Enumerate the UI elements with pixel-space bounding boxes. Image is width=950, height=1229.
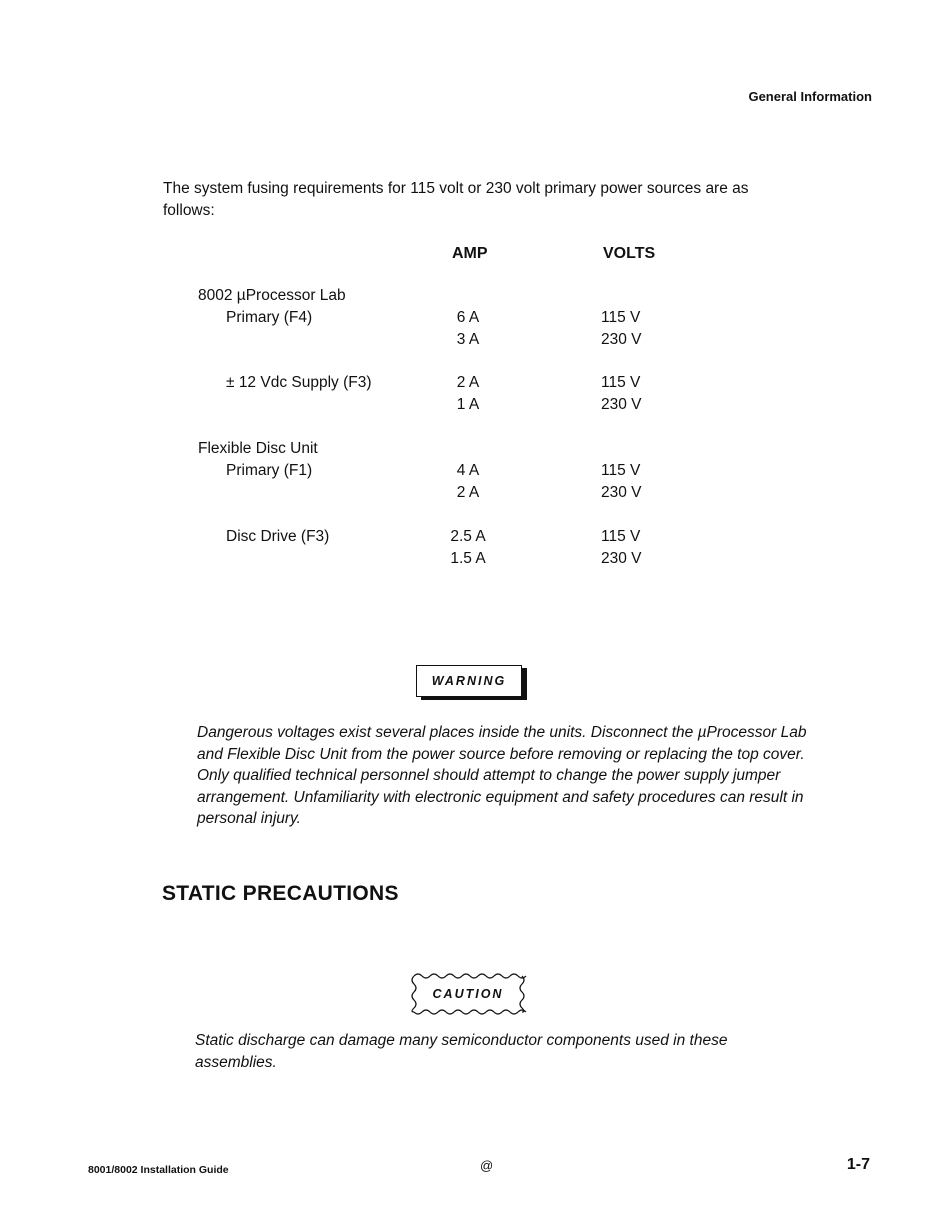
page-number: 1-7: [846, 1156, 870, 1173]
fuse-amp: 1 A: [456, 396, 480, 413]
caution-label: CAUTION: [432, 987, 504, 1001]
caution-label-box: [408, 970, 528, 1018]
fuse-volts: 230 V: [601, 396, 642, 413]
fuse-label-primary-f4: Primary (F4): [226, 309, 313, 326]
fuse-volts: 115 V: [601, 374, 641, 391]
footer-mark: @: [480, 1158, 494, 1173]
fuse-label-primary-f1: Primary (F1): [226, 462, 313, 479]
fuse-volts: 230 V: [601, 550, 642, 567]
fuse-volts: 230 V: [601, 331, 642, 348]
fuse-label-disc-drive-f3: Disc Drive (F3): [226, 528, 330, 545]
fuse-volts: 115 V: [601, 309, 641, 326]
footer-guide-title: 8001/8002 Installation Guide: [88, 1164, 229, 1176]
caution-text: Static discharge can damage many semiconductor components used in these assemblies.: [195, 1032, 728, 1071]
running-header: General Information: [748, 89, 872, 104]
fuse-volts: 115 V: [601, 528, 641, 545]
fuse-volts: 115 V: [601, 462, 641, 479]
fuse-amp: 1.5 A: [450, 550, 486, 567]
column-header-amp: AMP: [452, 245, 488, 262]
warning-label-box: WARNING: [416, 665, 522, 697]
section-heading-static-precautions: STATIC PRECAUTIONS: [162, 882, 399, 905]
column-header-volts: VOLTS: [603, 245, 656, 262]
fuse-amp: 2 A: [456, 374, 480, 391]
fuse-amp: 6 A: [456, 309, 480, 326]
fuse-volts: 230 V: [601, 484, 642, 501]
intro-paragraph: The system fusing requirements for 115 volt or 230 volt primary power sources are as follows:: [163, 180, 749, 219]
fuse-label-12vdc-f3: ± 12 Vdc Supply (F3): [226, 374, 372, 391]
warning-text: Dangerous voltages exist several places inside the units. Disconnect the µProcessor Lab and Flexible Disc Unit from the power source before removing or replacing the top cover. Only qualified technical personnel should attempt to change the power supply jumper arrangement. Unfamiliarity with electronic equipment and safety procedures can result in personal injury.: [197, 724, 807, 828]
group-title-flexible-disc-unit: Flexible Disc Unit: [198, 440, 318, 457]
fuse-amp: 2.5 A: [450, 528, 486, 545]
fuse-amp: 3 A: [456, 331, 480, 348]
fuse-amp: 4 A: [456, 462, 480, 479]
group-title-processor-lab: 8002 µProcessor Lab: [198, 287, 346, 304]
fuse-amp: 2 A: [456, 484, 480, 501]
